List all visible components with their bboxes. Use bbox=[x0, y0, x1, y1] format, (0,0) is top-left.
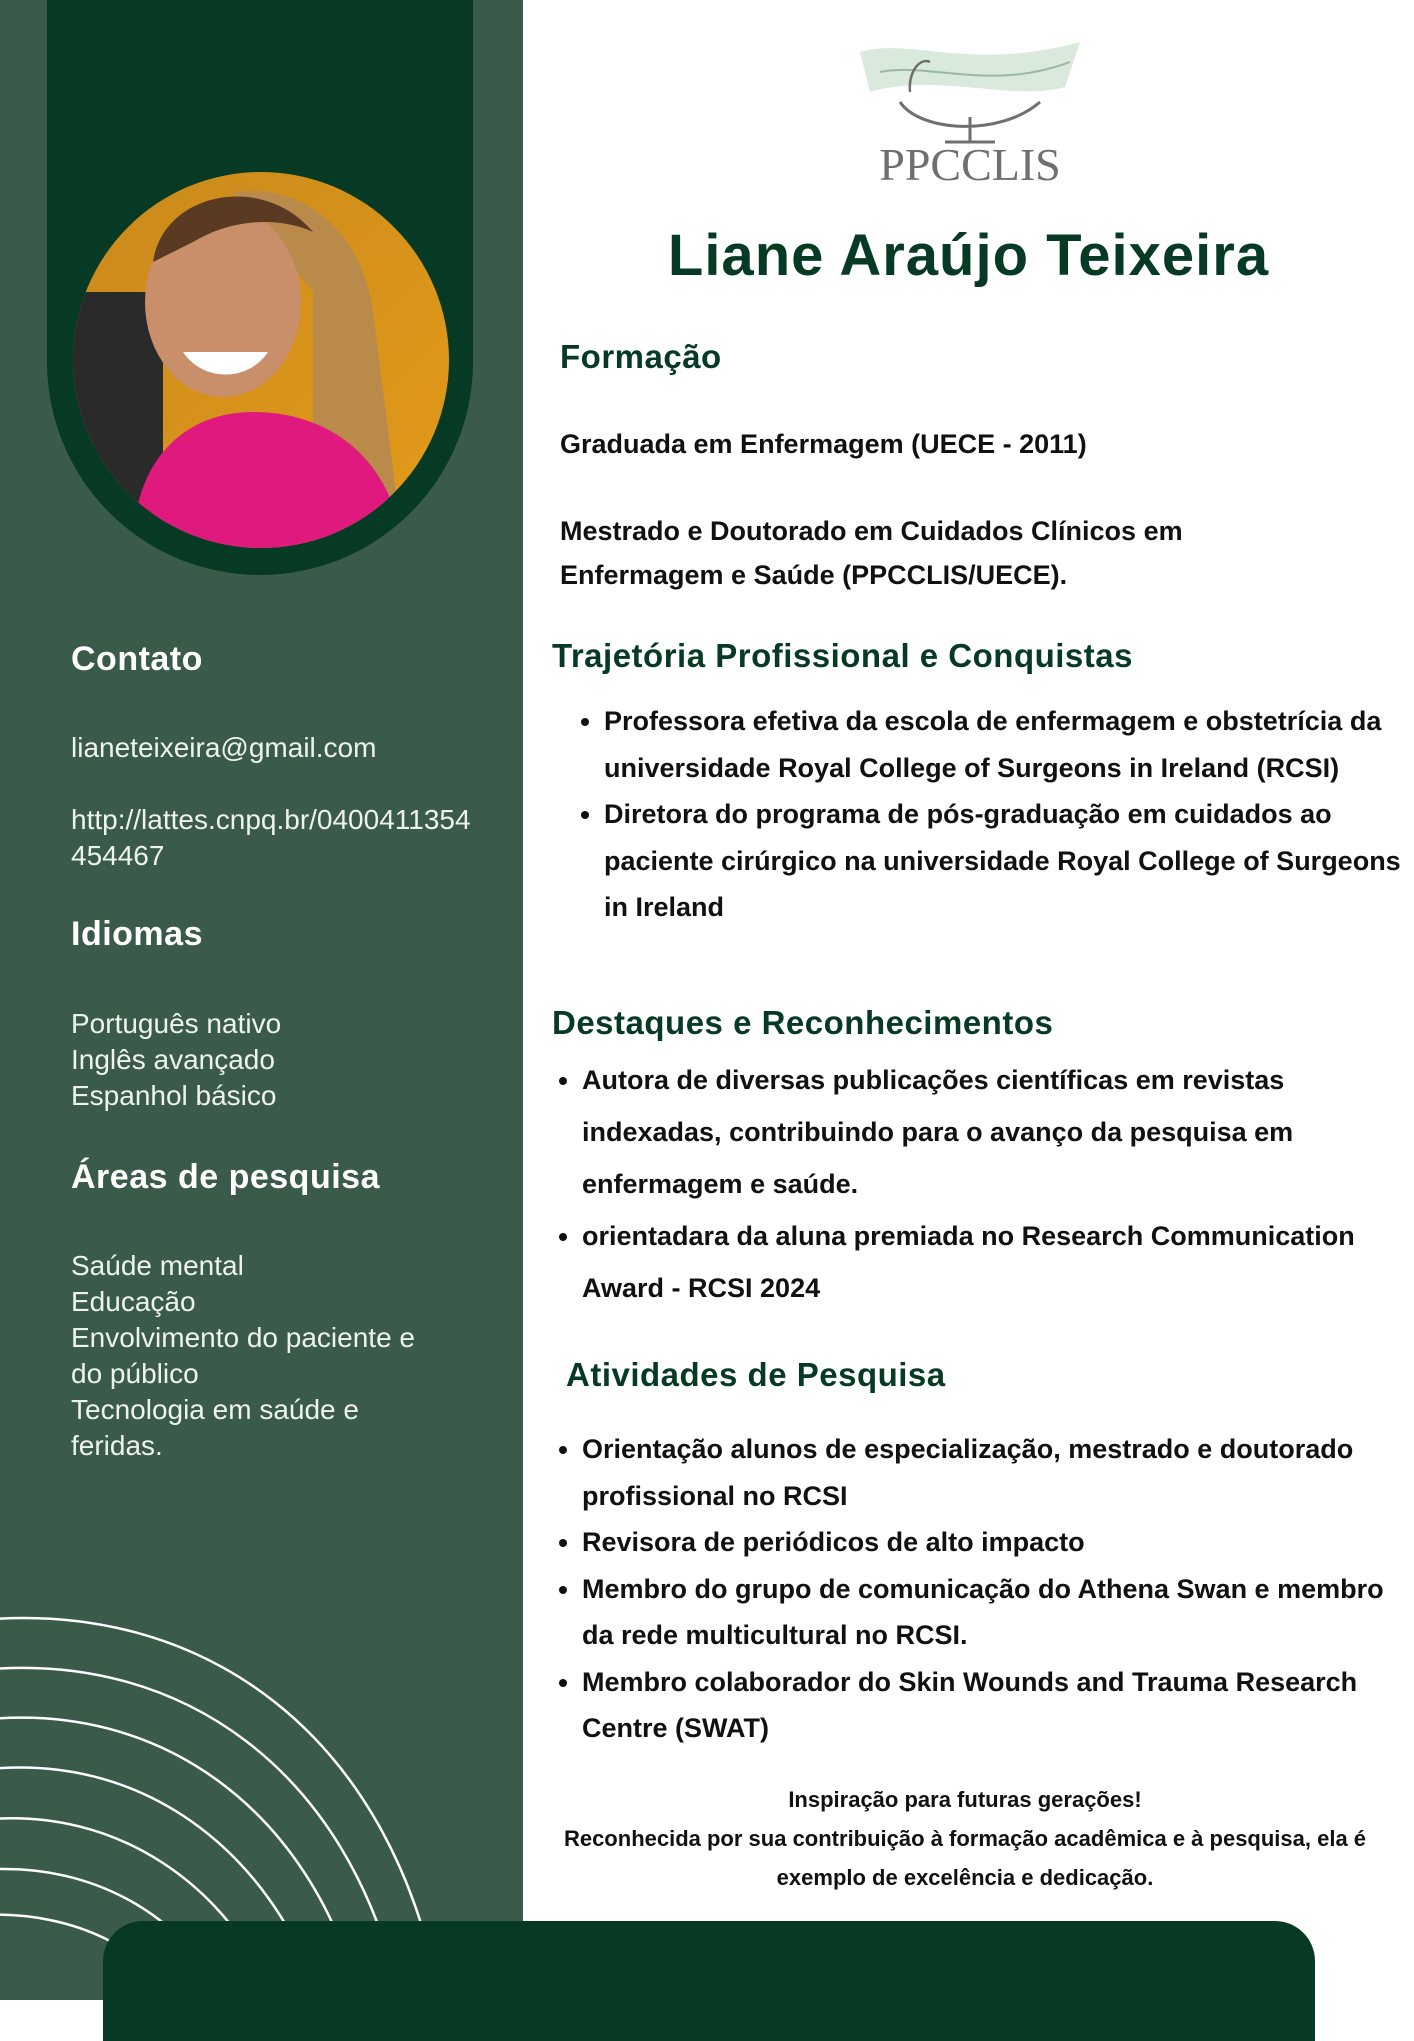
research-area-item: Saúde mental bbox=[71, 1250, 244, 1281]
research-item: • Membro colaborador do Skin Wounds and Trauma Research Centre (SWAT) bbox=[582, 1659, 1392, 1752]
education-item: Mestrado e Doutorado em Cuidados Clínicos em Enfermagem e Saúde (PPCCLIS/UECE). bbox=[560, 516, 1183, 590]
sidebar bbox=[0, 0, 523, 2000]
research-areas-heading: Áreas de pesquisa bbox=[71, 1158, 380, 1196]
research-areas-list bbox=[71, 1248, 451, 1464]
career-item: • Diretora do programa de pós-graduação em cuidados ao paciente cirúrgico na universidade Royal College of Surgeons in Ireland bbox=[604, 791, 1404, 931]
profile-photo bbox=[73, 172, 449, 548]
research-item: • Revisora de periódicos de alto impacto bbox=[582, 1519, 1392, 1566]
highlight-item: • Autora de diversas publicações científicas em revistas indexadas, contribuindo para o avanço da pesquisa em enfermagem e saúde. bbox=[582, 1054, 1392, 1210]
research-area-item: Educação bbox=[71, 1286, 196, 1317]
career-item: • Professora efetiva da escola de enfermagem e obstetrícia da universidade Royal College of Surgeons in Ireland (RCSI) bbox=[604, 698, 1404, 791]
lattes-link[interactable]: http://lattes.cnpq.br/0400411354454467 bbox=[71, 804, 471, 871]
contact-heading: Contato bbox=[71, 640, 203, 678]
research-item: • Membro do grupo de comunicação do Athena Swan e membro da rede multicultural no RCSI. bbox=[582, 1566, 1392, 1659]
research-item: • Orientação alunos de especialização, mestrado e doutorado profissional no RCSI bbox=[582, 1426, 1392, 1519]
research-area-item: Envolvimento do paciente e do público bbox=[71, 1322, 415, 1389]
logo-text: PPCCLIS bbox=[879, 139, 1061, 190]
research-heading: Atividades de Pesquisa bbox=[566, 1356, 946, 1393]
footer-line1: Inspiração para futuras gerações! bbox=[788, 1787, 1142, 1812]
contact-details bbox=[71, 730, 471, 874]
language-item: Inglês avançado bbox=[71, 1044, 275, 1075]
person-name: Liane Araújo Teixeira bbox=[667, 223, 1270, 288]
ppcclis-logo bbox=[850, 32, 1090, 197]
footer-quote bbox=[555, 1780, 1375, 1897]
career-heading: Trajetória Profissional e Conquistas bbox=[552, 637, 1133, 674]
research-list bbox=[558, 1426, 1392, 1752]
research-area-item: Tecnologia em saúde e feridas. bbox=[71, 1394, 359, 1461]
language-item: Espanhol básico bbox=[71, 1080, 277, 1111]
education-heading: Formação bbox=[560, 338, 722, 375]
languages-heading: Idiomas bbox=[71, 915, 203, 953]
languages-list bbox=[71, 1006, 471, 1114]
bottom-bar bbox=[103, 1921, 1315, 2041]
education-item: Graduada em Enfermagem (UECE - 2011) bbox=[560, 429, 1087, 459]
highlights-heading: Destaques e Reconhecimentos bbox=[552, 1004, 1054, 1041]
highlights-list bbox=[558, 1054, 1392, 1314]
footer-line2: Reconhecida por sua contribuição à formação acadêmica e à pesquisa, ela é exemplo de excelência e dedicação. bbox=[563, 1826, 1367, 1890]
language-item: Português nativo bbox=[71, 1008, 282, 1039]
highlight-item: • orientadara da aluna premiada no Research Communication Award - RCSI 2024 bbox=[582, 1210, 1392, 1314]
career-list bbox=[580, 698, 1404, 931]
email-link[interactable]: lianeteixeira@gmail.com bbox=[71, 732, 377, 763]
